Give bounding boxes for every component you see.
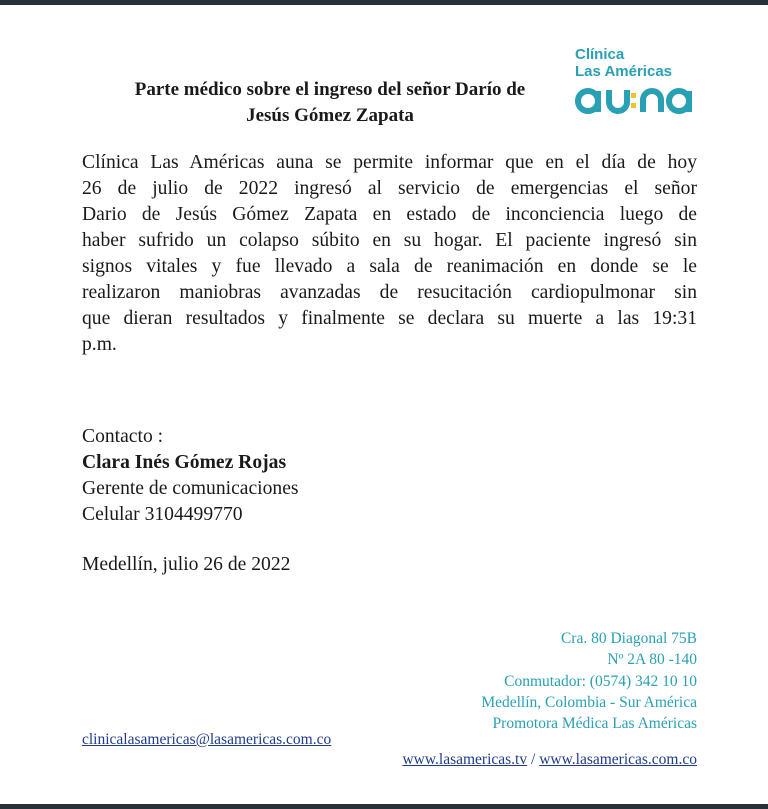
title-line-1: Parte médico sobre el ingreso del señor Darío de <box>134 79 526 100</box>
address-line: Promotora Médica Las Américas <box>492 715 697 733</box>
website-link-com[interactable]: www.lasamericas.com.co <box>539 751 697 768</box>
contact-name: Clara Inés Gómez Rojas <box>82 452 287 473</box>
logo-line-2: Las Américas <box>575 63 673 80</box>
address-line: Medellín, Colombia - Sur América <box>481 693 697 711</box>
body-line: realizaron maniobras avanzadas de resucitación cardiopulmonar sin <box>82 282 697 303</box>
website-link-tv[interactable]: www.lasamericas.tv <box>402 751 528 768</box>
auna-wordmark-icon <box>575 86 697 116</box>
contact-block <box>82 424 299 528</box>
body-line: signos vitales y fue llevado a sala de reanimación en donde se le <box>82 256 697 277</box>
address-block <box>481 628 697 734</box>
address-line: Conmutador: (0574) 342 10 10 <box>504 672 697 690</box>
bottom-border <box>0 804 768 809</box>
website-separator: / <box>527 751 540 768</box>
clinic-logo <box>575 46 705 116</box>
date-line: Medellín, julio 26 de 2022 <box>82 554 291 575</box>
email-link[interactable]: clinicalasamericas@lasamericas.com.co <box>82 731 332 748</box>
address-line: Nº 2A 80 -140 <box>607 651 697 669</box>
contact-label: Contacto : <box>82 426 164 447</box>
document-title <box>90 77 570 129</box>
address-line: Cra. 80 Diagonal 75B <box>560 630 697 647</box>
contact-role: Gerente de comunicaciones <box>82 478 299 499</box>
body-line: Dario de Jesús Gómez Zapata en estado de inconciencia luego de <box>82 204 697 225</box>
body-line: Clínica Las Américas auna se permite informar que en el día de hoy <box>82 152 697 173</box>
body-line: que dieran resultados y finalmente se declara su muerte a las 19:31 <box>82 308 697 329</box>
body-line: 26 de julio de 2022 ingresó al servicio de emergencias el señor <box>82 178 697 199</box>
body-line: haber sufrido un colapso súbito en su hogar. El paciente ingresó sin <box>82 230 697 251</box>
body-line: p.m. <box>82 334 117 355</box>
contact-phone: Celular 3104499770 <box>82 504 243 525</box>
title-line-2: Jesús Gómez Zapata <box>246 105 414 126</box>
logo-line-1: Clínica <box>575 46 625 63</box>
website-links <box>402 751 697 769</box>
top-border <box>0 0 768 5</box>
report-body <box>82 150 697 358</box>
